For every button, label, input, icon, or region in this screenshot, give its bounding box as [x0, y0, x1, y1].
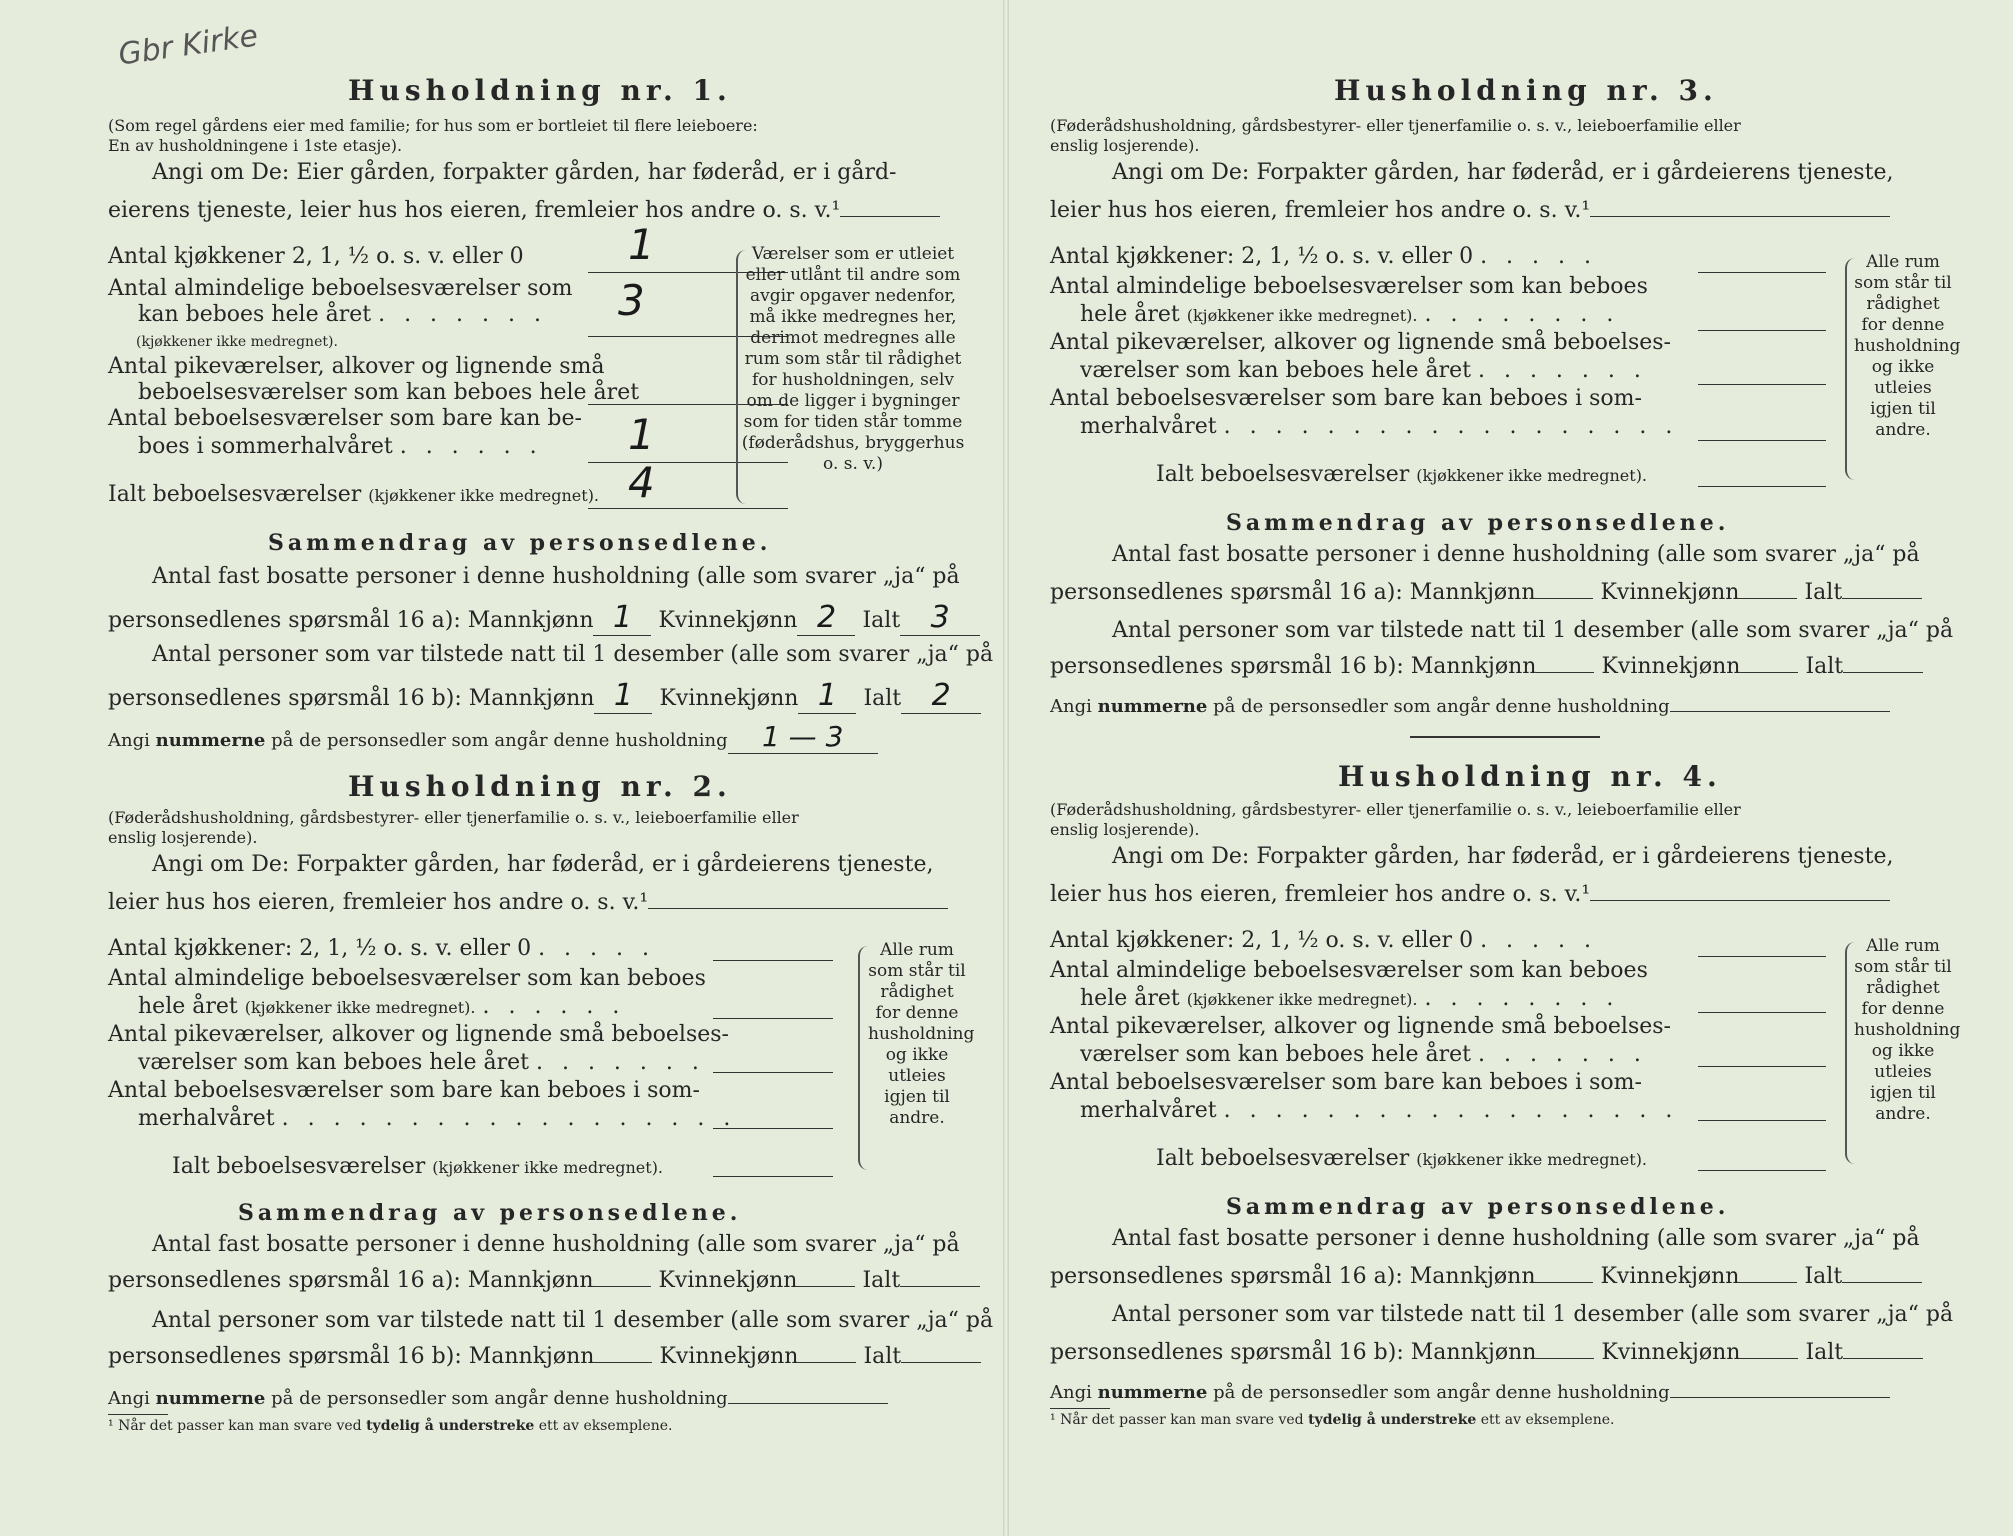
household-3-title: Husholdning nr. 3.	[1334, 74, 1718, 107]
h4-row-pike-1: Antal pikeværelser, alkover og lignende små beboelses-	[1050, 1014, 1671, 1039]
h2-nummer-post: på de personsedler som angår denne husholdning	[271, 1388, 728, 1409]
h2-sum-b-line-2	[108, 1344, 981, 1369]
left-footnote-post: ett av eksemplene.	[538, 1418, 673, 1434]
h2-row-som-2-text: merhalvåret	[138, 1106, 275, 1131]
h1-b-ialt-value: 2	[931, 678, 951, 713]
h2-row-ialt-paren: (kjøkkener ikke medregnet).	[432, 1158, 664, 1177]
h2-row-alm-2: hele året (kjøkkener ikke medregnet). . . . . . .	[138, 994, 626, 1019]
h1-row-ialt-paren: (kjøkkener ikke medregnet).	[368, 486, 600, 505]
h4-row-ialt	[1156, 1146, 1647, 1171]
h1-b-ialt-label: Ialt	[863, 686, 902, 711]
h3-row-som-2: merhalvåret . . . . . . . . . . . . . . . . . .	[1080, 414, 1679, 439]
h4-row-ialt-text: Ialt beboelsesværelser	[1156, 1146, 1410, 1171]
h1-nummer-pre: Angi	[108, 730, 150, 751]
h3-a-ialt-label: Ialt	[1804, 580, 1843, 605]
household-1-intro	[108, 116, 968, 156]
left-footnote-pre: ¹ Når det passer kan man svare ved	[108, 1418, 362, 1434]
h1-row-som-1: Antal beboelsesværelser som bare kan be-	[108, 406, 582, 431]
h4-row-alm-paren: (kjøkkener ikke medregnet).	[1186, 990, 1418, 1009]
h2-row-pike-2-text: værelser som kan beboes hele året	[138, 1050, 529, 1075]
h2-angi-line-2-text: leier hus hos eieren, fremleier hos andre o. s. v.¹	[108, 890, 649, 915]
h4-angi-line-2	[1050, 882, 1890, 907]
h2-sum-a-line-2	[108, 1268, 980, 1293]
h2-row-som-2: merhalvåret . . . . . . . . . . . . . . . . . .	[138, 1106, 737, 1131]
h3-a-mann-label: personsedlenes spørsmål 16 a): Mannkjønn	[1050, 580, 1536, 605]
h3-nummer-bold: nummerne	[1097, 696, 1208, 717]
h2-row-kjokken-text: Antal kjøkkener: 2, 1, ½ o. s. v. eller 0	[108, 936, 532, 961]
h1-sum-b-mann-label: personsedlenes spørsmål 16 b): Mannkjønn	[108, 686, 595, 711]
h4-nummer-post: på de personsedler som angår denne husholdning	[1213, 1382, 1670, 1403]
right-footnote	[1050, 1412, 1614, 1428]
h4-note: Alle rum som står til rådighet for denne husholdning og ikke utleies igjen til andre.	[1854, 936, 1961, 1124]
h3-angi-line-1: Angi om De: Forpakter gården, har føderåd, er i gårdeierens tjeneste,	[1112, 160, 1894, 185]
h1-val-alm: 3	[618, 276, 645, 325]
h2-a-mann-label: personsedlenes spørsmål 16 a): Mannkjønn	[108, 1268, 594, 1293]
h4-fed-line-2: enslig losjerende).	[1050, 820, 1200, 839]
h1-sum-b-line-1: Antal personer som var tilstede natt til 1 desember (alle som svarer „ja“ på	[152, 642, 994, 667]
h2-b-mann-label: personsedlenes spørsmål 16 b): Mannkjønn	[108, 1344, 595, 1369]
h3-nummerne-line	[1050, 696, 1890, 717]
h2-row-alm-paren: (kjøkkener ikke medregnet).	[244, 998, 476, 1017]
h3-row-alm-1: Antal almindelige beboelsesværelser som kan beboes	[1050, 274, 1648, 299]
h1-row-pike-1: Antal pikeværelser, alkover og lignende små	[108, 354, 605, 379]
h4-fed-line-1: (Føderådshusholdning, gårdsbestyrer- eller tjenerfamilie o. s. v., leieboerfamilie eller	[1050, 800, 1741, 819]
right-page	[1050, 0, 1961, 1536]
h3-row-ialt	[1156, 462, 1647, 487]
h2-fed-line-1: (Føderådshusholdning, gårdsbestyrer- eller tjenerfamilie o. s. v., leieboerfamilie eller	[108, 808, 799, 827]
h2-a-kvinne-label: Kvinnekjønn	[658, 1268, 798, 1293]
h3-fed-line-1: (Føderådshusholdning, gårdsbestyrer- eller tjenerfamilie o. s. v., leieboerfamilie eller	[1050, 116, 1741, 135]
h2-nummer-bold: nummerne	[155, 1388, 266, 1409]
h3-a-kvinne-label: Kvinnekjønn	[1600, 580, 1740, 605]
h4-sum-b-line-1: Antal personer som var tilstede natt til 1 desember (alle som svarer „ja“ på	[1112, 1302, 1954, 1327]
left-footnote	[108, 1418, 672, 1434]
h3-row-alm-2: hele året (kjøkkener ikke medregnet). . . . . . . . .	[1080, 302, 1620, 327]
h2-row-alm-1: Antal almindelige beboelsesværelser som kan beboes	[108, 966, 706, 991]
household-2-title: Husholdning nr. 2.	[348, 770, 732, 803]
right-footnote-pre: ¹ Når det passer kan man svare ved	[1050, 1412, 1304, 1428]
h2-fed-line-2: enslig losjerende).	[108, 828, 258, 847]
h3-b-kvinne-label: Kvinnekjønn	[1601, 654, 1741, 679]
h1-nummer-value: 1 — 3	[761, 720, 844, 753]
h4-row-ialt-paren: (kjøkkener ikke medregnet).	[1416, 1150, 1648, 1169]
h4-a-kvinne-label: Kvinnekjønn	[1600, 1264, 1740, 1289]
h4-angi-line-2-text: leier hus hos eieren, fremleier hos andre o. s. v.¹	[1050, 882, 1591, 907]
h3-b-ialt-label: Ialt	[1805, 654, 1844, 679]
h3-sum-a-line-2	[1050, 580, 1922, 605]
h4-row-pike-2: værelser som kan beboes hele året . . . . . . .	[1080, 1042, 1647, 1067]
h2-sum-b-line-1: Antal personer som var tilstede natt til 1 desember (alle som svarer „ja“ på	[152, 1308, 994, 1333]
h3-sum-b-line-2	[1050, 654, 1923, 679]
h1-b-mann-value: 1	[613, 678, 633, 713]
h3-angi-line-2	[1050, 198, 1890, 223]
h3-row-som-2-text: merhalvåret	[1080, 414, 1217, 439]
h1-nummerne-line	[108, 720, 878, 754]
h3-row-alm-2-text: hele året	[1080, 302, 1180, 327]
h1-a-kvinne-label: Kvinnekjønn	[658, 608, 798, 633]
h2-nummerne-line	[108, 1388, 888, 1409]
h2-row-som-1: Antal beboelsesværelser som bare kan beboes i som-	[108, 1078, 700, 1103]
h1-sum-a-mann-label: personsedlenes spørsmål 16 a): Mannkjønn	[108, 608, 594, 633]
household-1-title: Husholdning nr. 1.	[348, 74, 732, 107]
h1-row-alm-3: (kjøkkener ikke medregnet).	[136, 334, 338, 350]
h2-row-alm-2-text: hele året	[138, 994, 238, 1019]
h2-a-ialt-label: Ialt	[862, 1268, 901, 1293]
h1-row-pike-2: beboelsesværelser som kan beboes hele året	[138, 380, 640, 405]
h4-row-som-1: Antal beboelsesværelser som bare kan beboes i som-	[1050, 1070, 1642, 1095]
h1-b-kvinne-label: Kvinnekjønn	[659, 686, 799, 711]
h4-row-pike-2-text: værelser som kan beboes hele året	[1080, 1042, 1471, 1067]
h1-val-kjokken: 1	[628, 220, 655, 269]
h4-sum-a-line-1: Antal fast bosatte personer i denne husholdning (alle som svarer „ja“ på	[1112, 1226, 1920, 1251]
h4-row-som-2-text: merhalvåret	[1080, 1098, 1217, 1123]
h1-row-kjokken: Antal kjøkkener 2, 1, ½ o. s. v. eller 0	[108, 244, 524, 269]
intro-line-1: (Som regel gårdens eier med familie; for hus som er bortleiet til flere leieboere:	[108, 116, 758, 135]
h4-b-mann-label: personsedlenes spørsmål 16 b): Mannkjønn	[1050, 1340, 1537, 1365]
h2-nummer-pre: Angi	[108, 1388, 150, 1409]
h1-summary-title: Sammendrag av personsedlene.	[268, 530, 772, 556]
h4-b-kvinne-label: Kvinnekjønn	[1601, 1340, 1741, 1365]
h3-row-som-1: Antal beboelsesværelser som bare kan beboes i som-	[1050, 386, 1642, 411]
h2-b-ialt-label: Ialt	[863, 1344, 902, 1369]
left-footnote-bold: tydelig å understreke	[366, 1418, 535, 1434]
h3-sum-b-line-1: Antal personer som var tilstede natt til 1 desember (alle som svarer „ja“ på	[1112, 618, 1954, 643]
h2-angi-line-1: Angi om De: Forpakter gården, har føderåd, er i gårdeierens tjeneste,	[152, 852, 934, 877]
h4-a-mann-label: personsedlenes spørsmål 16 a): Mannkjønn	[1050, 1264, 1536, 1289]
h1-sum-a-line-2	[108, 600, 980, 636]
h2-row-pike-1: Antal pikeværelser, alkover og lignende små beboelses-	[108, 1022, 729, 1047]
household-4-title: Husholdning nr. 4.	[1338, 760, 1722, 793]
h3-row-pike-2-text: værelser som kan beboes hele året	[1080, 358, 1471, 383]
h3-nummer-pre: Angi	[1050, 696, 1092, 717]
h4-sum-a-line-2	[1050, 1264, 1922, 1289]
h1-angi-line-1: Angi om De: Eier gården, forpakter gården, har føderåd, er i gård-	[152, 160, 897, 185]
h3-row-kjokken: Antal kjøkkener: 2, 1, ½ o. s. v. eller 0 . . . . .	[1050, 244, 1598, 269]
h3-b-mann-label: personsedlenes spørsmål 16 b): Mannkjønn	[1050, 654, 1537, 679]
h1-sum-a-line-1: Antal fast bosatte personer i denne husholdning (alle som svarer „ja“ på	[152, 564, 960, 589]
h4-row-alm-2-text: hele året	[1080, 986, 1180, 1011]
h3-row-ialt-paren: (kjøkkener ikke medregnet).	[1416, 466, 1648, 485]
h2-row-ialt-text: Ialt beboelsesværelser	[172, 1154, 426, 1179]
h2-angi-line-2	[108, 890, 948, 915]
signature: Gbr Kirke	[116, 18, 261, 73]
h1-row-alm-2-text: kan beboes hele året	[138, 302, 372, 327]
h2-row-ialt	[172, 1154, 663, 1179]
h2-row-kjokken: Antal kjøkkener: 2, 1, ½ o. s. v. eller 0 . . . . .	[108, 936, 656, 961]
h2-sum-a-line-1: Antal fast bosatte personer i denne husholdning (alle som svarer „ja“ på	[152, 1232, 960, 1257]
h3-intro	[1050, 116, 1950, 156]
h4-summary-title: Sammendrag av personsedlene.	[1226, 1194, 1730, 1220]
h1-val-som: 1	[628, 410, 655, 459]
h4-row-alm-2: hele året (kjøkkener ikke medregnet). . . . . . . . .	[1080, 986, 1620, 1011]
h4-intro	[1050, 800, 1950, 840]
h4-row-som-2: merhalvåret . . . . . . . . . . . . . . . . . .	[1080, 1098, 1679, 1123]
h4-b-ialt-label: Ialt	[1805, 1340, 1844, 1365]
h3-fed-line-2: enslig losjerende).	[1050, 136, 1200, 155]
h1-note: Værelser som er utleiet eller utlånt til andre som avgir opgaver nedenfor, må ikke medregnes her, derimot medregnes alle rum som står til rådighet for husholdningen, selv om de ligger i bygninger som for tiden står tomme (føderådshus, bryggerhus o. s. v.)	[741, 244, 965, 474]
intro-line-2: En av husholdningene i 1ste etasje).	[108, 136, 403, 155]
h1-a-ialt-value: 3	[930, 600, 950, 635]
left-page	[68, 0, 994, 1536]
h2-summary-title: Sammendrag av personsedlene.	[238, 1200, 742, 1226]
h3-note: Alle rum som står til rådighet for denne husholdning og ikke utleies igjen til andre.	[1854, 252, 1961, 440]
h3-row-ialt-text: Ialt beboelsesværelser	[1156, 462, 1410, 487]
h1-a-kvinne-value: 2	[816, 600, 837, 635]
right-footnote-post: ett av eksemplene.	[1480, 1412, 1615, 1428]
h1-nummer-bold: nummerne	[155, 730, 266, 751]
h4-row-kjokken-text: Antal kjøkkener: 2, 1, ½ o. s. v. eller 0	[1050, 928, 1474, 953]
h3-sum-a-line-1: Antal fast bosatte personer i denne husholdning (alle som svarer „ja“ på	[1112, 542, 1920, 567]
h1-b-kvinne-value: 1	[817, 678, 837, 713]
h1-a-mann-value: 1	[612, 600, 633, 635]
h1-row-alm-1: Antal almindelige beboelsesværelser som	[108, 276, 573, 301]
h1-row-som-2: boes i sommerhalvåret . . . . . .	[138, 434, 543, 459]
h1-sum-b-line-2	[108, 678, 981, 714]
right-footnote-bold: tydelig å understreke	[1308, 1412, 1477, 1428]
h1-row-alm-2: kan beboes hele året . . . . . . .	[138, 302, 547, 327]
h1-row-som-2-text: boes i sommerhalvåret	[138, 434, 393, 459]
h4-nummer-pre: Angi	[1050, 1382, 1092, 1403]
h3-angi-line-2-text: leier hus hos eieren, fremleier hos andre o. s. v.¹	[1050, 198, 1591, 223]
h2-b-kvinne-label: Kvinnekjønn	[659, 1344, 799, 1369]
h1-row-ialt	[108, 482, 599, 507]
h4-nummer-bold: nummerne	[1097, 1382, 1208, 1403]
h1-angi-line-2	[108, 198, 940, 223]
page-fold	[1003, 0, 1009, 1536]
h4-angi-line-1: Angi om De: Forpakter gården, har føderåd, er i gårdeierens tjeneste,	[1112, 844, 1894, 869]
h2-note: Alle rum som står til rådighet for denne husholdning og ikke utleies igjen til andre.	[868, 940, 975, 1128]
h1-angi-line-2-text: eierens tjeneste, leier hus hos eieren, fremleier hos andre o. s. v.¹	[108, 198, 841, 223]
h2-row-pike-2: værelser som kan beboes hele året . . . . . . .	[138, 1050, 705, 1075]
h1-nummer-post: på de personsedler som angår denne husholdning	[271, 730, 728, 751]
h3-row-pike-2: værelser som kan beboes hele året . . . . . . .	[1080, 358, 1647, 383]
h4-nummerne-line	[1050, 1382, 1890, 1403]
h4-sum-b-line-2	[1050, 1340, 1923, 1365]
h3-summary-title: Sammendrag av personsedlene.	[1226, 510, 1730, 536]
h2-intro	[108, 808, 968, 848]
h4-row-kjokken: Antal kjøkkener: 2, 1, ½ o. s. v. eller 0 . . . . .	[1050, 928, 1598, 953]
h3-row-kjokken-text: Antal kjøkkener: 2, 1, ½ o. s. v. eller 0	[1050, 244, 1474, 269]
h3-row-pike-1: Antal pikeværelser, alkover og lignende små beboelses-	[1050, 330, 1671, 355]
h3-nummer-post: på de personsedler som angår denne husholdning	[1213, 696, 1670, 717]
h3-row-alm-paren: (kjøkkener ikke medregnet).	[1186, 306, 1418, 325]
h4-row-alm-1: Antal almindelige beboelsesværelser som kan beboes	[1050, 958, 1648, 983]
h4-a-ialt-label: Ialt	[1804, 1264, 1843, 1289]
h1-val-ialt: 4	[628, 458, 655, 507]
h1-a-ialt-label: Ialt	[862, 608, 901, 633]
h1-row-ialt-text: Ialt beboelsesværelser	[108, 482, 362, 507]
